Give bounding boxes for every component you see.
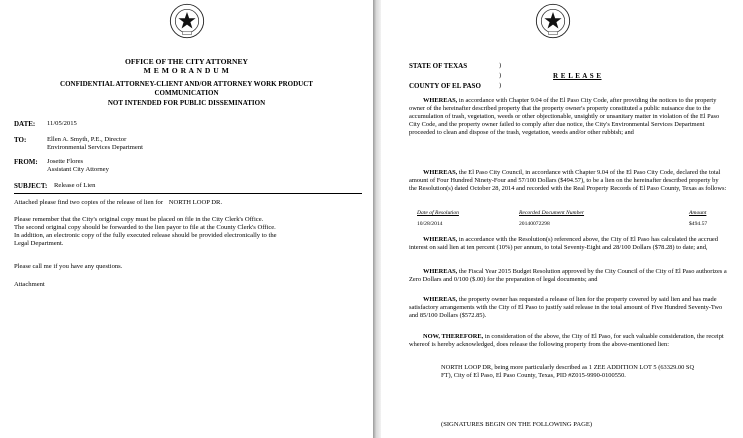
table-header-amount: Amount	[689, 210, 707, 216]
table-header-date: Date of Resolution	[417, 210, 459, 216]
lien-table	[409, 210, 727, 230]
from-name: Josette Flores	[47, 158, 84, 165]
subject-divider	[14, 193, 362, 194]
office-heading: OFFICE OF THE CITY ATTORNEY	[124, 57, 249, 66]
whereas-text: the Fiscal Year 2015 Budget Resolution approved by the City Council of the City of El Paso authorizes a Zero Dollars and 0/100 ($.00) for the preparation of legal documents; and	[409, 268, 727, 283]
communication-line: COMMUNICATION	[154, 89, 219, 97]
paren-1: )	[499, 62, 502, 69]
para-remember-line-1: Please remember that the City's original copy must be placed on file in the City Clerk's Office.	[14, 216, 264, 223]
whereas-lead: WHEREAS,	[423, 97, 458, 104]
para-attached-address: NORTH LOOP DR.	[168, 199, 223, 206]
whereas-lead: WHEREAS,	[423, 296, 458, 303]
county-label: COUNTY OF EL PASO	[409, 82, 481, 90]
whereas-paragraph-5	[409, 296, 727, 320]
city-seal-icon	[535, 3, 571, 39]
table-cell-document: 20140072298	[519, 221, 550, 227]
now-therefore-text: in consideration of the above, the City of El Paso, for such valuable consideration, the receipt whereof is hereby acknowledged, does release the following property from the above-mentioned lien:	[409, 333, 724, 348]
release-title: R E L E A S E	[553, 72, 602, 80]
whereas-text: the property owner has requested a release of lien for the property covered by said lien and has made satisfactory arrangements with the City of El Paso to justify said release in the total amount of Five Hundred Seventy-Two and 85/100 Dollars ($572.85).	[409, 296, 723, 319]
para-remember-line-4: Legal Department.	[14, 240, 64, 247]
to-name: Ellen A. Smyth, P.E., Director	[47, 136, 127, 143]
subject-value: Release of Lien	[54, 182, 96, 189]
table-cell-amount: $494.57	[689, 221, 708, 227]
whereas-text: in accordance with Chapter 9.04 of the El Paso City Code, after providing the notices to the property owner of the hereinafter described property that the property owner's property constituted a public nuisance due to the accumulation of trash, vegetation, weeds or other objectionable, unsightly or unsanitary matter in violation of the El Paso City Code, and the property owner failed to comply after due notice, the City's Environmental Services Department proceeded to clean and dispose of the trash, vegetation, weeds and/or other rubbish; and	[409, 97, 720, 136]
whereas-lead: WHEREAS,	[423, 268, 458, 275]
paren-3: )	[499, 82, 502, 89]
from-title: Assistant City Attorney	[47, 166, 109, 173]
whereas-paragraph-2	[409, 169, 727, 193]
date-value: 11/05/2015	[47, 120, 77, 127]
confidential-line: CONFIDENTIAL ATTORNEY-CLIENT AND/OR ATTORNEY WORK PRODUCT	[60, 80, 313, 88]
para-questions: Please call me if you have any questions.	[14, 263, 123, 270]
state-label: STATE OF TEXAS	[409, 62, 468, 70]
city-seal-icon	[169, 3, 205, 39]
not-intended-line: NOT INTENDED FOR PUBLIC DISSEMINATION	[107, 99, 266, 107]
whereas-lead: WHEREAS,	[423, 169, 458, 176]
para-attached	[14, 199, 222, 207]
subject-label: SUBJECT:	[14, 182, 48, 190]
para-remember-line-2: The second original copy should be forwarded to the lien payor to file at the County Clerk's Office.	[14, 224, 276, 231]
signatures-note: (SIGNATURES BEGIN ON THE FOLLOWING PAGE)	[441, 421, 593, 428]
whereas-paragraph-3	[409, 236, 727, 252]
para-attached-text: Attached please find two copies of the release of lien for	[14, 199, 164, 206]
table-header-document: Recorded Document Number	[519, 210, 585, 216]
para-remember-line-3: In addition, an electronic copy of the fully executed release should be provided electronically to the	[14, 232, 277, 239]
paren-2: )	[499, 72, 502, 79]
whereas-paragraph-1	[409, 97, 727, 137]
attachment-note: Attachment	[14, 281, 45, 288]
property-description: NORTH LOOP DR, being more particularly described as 1 ZEE ADDITION LOT 5 (63329.00 SQ FT), City of El Paso, El Paso County, Texas, PID #Z015-9990-0100550.	[441, 364, 695, 379]
now-therefore-paragraph	[409, 333, 727, 349]
from-label: FROM:	[14, 158, 38, 166]
date-label: DATE:	[14, 120, 36, 128]
table-cell-date: 10/28/2014	[417, 221, 443, 227]
whereas-paragraph-4	[409, 268, 727, 284]
page-divider	[373, 0, 381, 438]
release-page	[381, 0, 743, 438]
memorandum-heading: M E M O R A N D U M	[143, 66, 230, 75]
whereas-text: the El Paso City Council, in accordance with Chapter 9.04 of the El Paso City Code, declared the total amount of Four Hundred Ninety-Four and 57/100 Dollars ($494.57), to be a lien on the hereinafter described property by the Resolution(s) dated October 28, 2014 and recorded with the Real Property Records of El Paso County, Texas as follows:	[409, 169, 727, 192]
to-department: Environmental Services Department	[47, 144, 143, 151]
now-therefore-lead: NOW, THEREFORE,	[423, 333, 484, 340]
whereas-text: in accordance with the Resolution(s) referenced above, the City of El Paso has calculated the accrued interest on said lien at ten percent (10%) per annum, to total Seventy-Eight and 28/100 Dollars ($78.28) to date; and,	[409, 236, 718, 251]
to-label: TO:	[14, 136, 27, 144]
whereas-lead: WHEREAS,	[423, 236, 458, 243]
